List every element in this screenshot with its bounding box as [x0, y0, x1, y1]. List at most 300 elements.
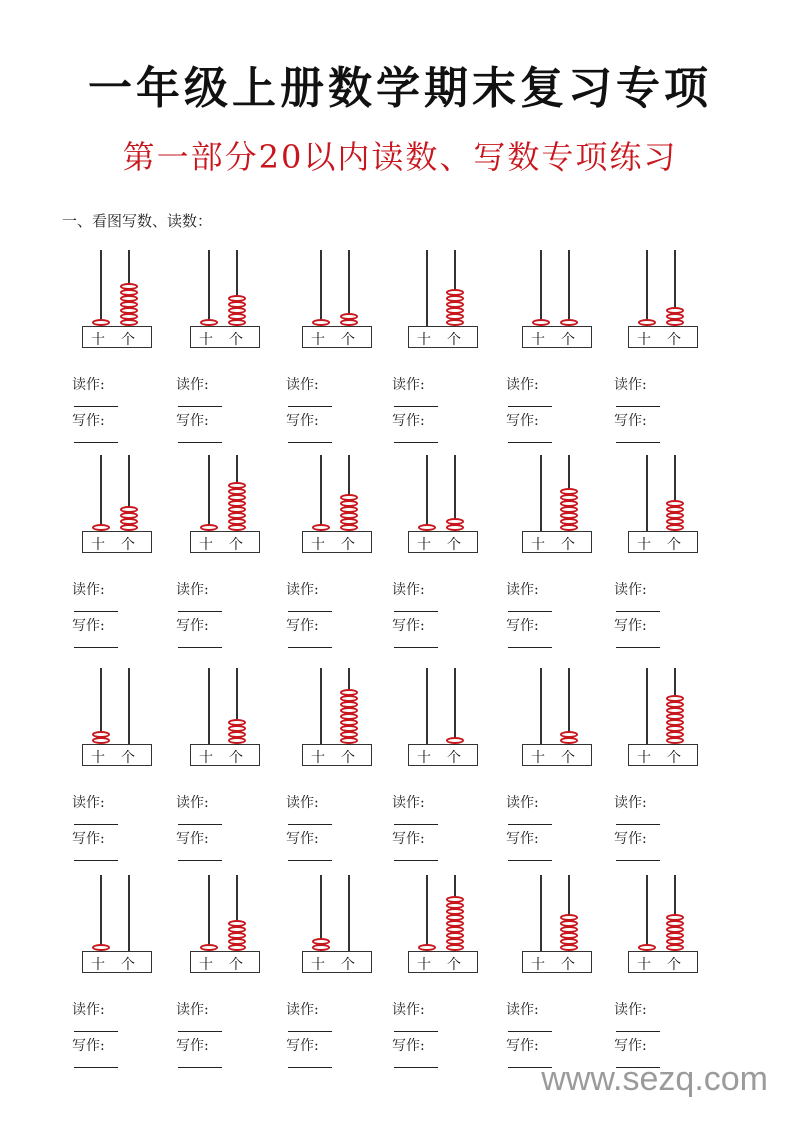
read-input[interactable]	[394, 812, 438, 825]
write-label: 写作:	[392, 618, 425, 634]
tens-rod	[100, 250, 102, 326]
bead-icon	[666, 737, 684, 744]
bead-icon	[340, 731, 358, 738]
bead-icon	[446, 301, 464, 308]
tens-rod	[540, 875, 542, 951]
bead-icon	[228, 488, 246, 495]
tens-rod	[540, 455, 542, 531]
bead-icon	[228, 725, 246, 732]
tens-label: 十	[311, 750, 325, 766]
ones-label: 个	[341, 537, 355, 553]
bead-icon	[92, 524, 110, 531]
read-input[interactable]	[508, 812, 552, 825]
ones-label: 个	[447, 537, 461, 553]
bead-icon	[560, 920, 578, 927]
read-answer	[286, 999, 332, 1036]
read-label: 读作:	[72, 795, 105, 811]
write-input[interactable]	[616, 430, 660, 443]
abacus-frame	[302, 326, 372, 348]
section-heading: 一、看图写数、读数：	[62, 212, 213, 230]
bead-icon	[120, 283, 138, 290]
read-input[interactable]	[616, 394, 660, 407]
read-answer	[286, 579, 332, 616]
write-label: 写作:	[286, 1038, 319, 1054]
write-answer	[506, 410, 552, 447]
read-label: 读作:	[392, 795, 425, 811]
tens-label: 十	[199, 537, 213, 553]
write-label: 写作:	[506, 831, 539, 847]
read-answer	[176, 374, 222, 411]
bead-icon	[560, 319, 578, 326]
read-answer	[506, 374, 552, 411]
read-input[interactable]	[178, 599, 222, 612]
read-answer	[286, 374, 332, 411]
ones-rod	[128, 875, 130, 951]
write-label: 写作:	[72, 1038, 105, 1054]
bead-icon	[446, 313, 464, 320]
bead-icon	[200, 944, 218, 951]
write-answer	[72, 410, 118, 447]
write-input[interactable]	[178, 430, 222, 443]
read-answer	[614, 792, 660, 829]
read-answer	[286, 792, 332, 829]
tens-rod	[426, 875, 428, 951]
write-label: 写作:	[286, 618, 319, 634]
write-answer	[286, 410, 332, 447]
bead-icon	[312, 938, 330, 945]
write-label: 写作:	[72, 413, 105, 429]
read-label: 读作:	[614, 377, 647, 393]
bead-icon	[228, 301, 246, 308]
read-input[interactable]	[74, 812, 118, 825]
watermark: www.sezq.com	[541, 1060, 768, 1098]
read-answer	[72, 792, 118, 829]
bead-icon	[560, 494, 578, 501]
bead-icon	[532, 319, 550, 326]
read-label: 读作:	[392, 1002, 425, 1018]
bead-icon	[666, 701, 684, 708]
bead-icon	[340, 319, 358, 326]
ones-label: 个	[561, 750, 575, 766]
bead-icon	[92, 731, 110, 738]
bead-icon	[228, 932, 246, 939]
bead-icon	[120, 518, 138, 525]
bead-icon	[666, 731, 684, 738]
abacus-frame	[82, 744, 152, 766]
read-answer	[614, 374, 660, 411]
page-title: 一年级上册数学期末复习专项	[88, 63, 712, 114]
bead-icon	[340, 695, 358, 702]
bead-icon	[560, 488, 578, 495]
write-answer	[392, 410, 438, 447]
tens-label: 十	[91, 957, 105, 973]
tens-rod	[208, 875, 210, 951]
write-input[interactable]	[508, 848, 552, 861]
read-input[interactable]	[74, 599, 118, 612]
write-answer	[176, 615, 222, 652]
tens-label: 十	[531, 537, 545, 553]
tens-label: 十	[637, 957, 651, 973]
read-input[interactable]	[288, 1019, 332, 1032]
write-label: 写作:	[614, 1038, 647, 1054]
tens-rod	[540, 250, 542, 326]
write-answer	[506, 615, 552, 652]
write-input[interactable]	[178, 848, 222, 861]
bead-icon	[228, 938, 246, 945]
write-answer	[286, 615, 332, 652]
bead-icon	[446, 908, 464, 915]
tens-label: 十	[531, 957, 545, 973]
read-answer	[176, 792, 222, 829]
tens-label: 十	[417, 750, 431, 766]
bead-icon	[340, 713, 358, 720]
bead-icon	[228, 512, 246, 519]
write-label: 写作:	[506, 413, 539, 429]
tens-label: 十	[91, 750, 105, 766]
bead-icon	[446, 524, 464, 531]
read-answer	[72, 374, 118, 411]
write-answer	[392, 615, 438, 652]
abacus-frame	[82, 326, 152, 348]
bead-icon	[446, 896, 464, 903]
bead-icon	[200, 524, 218, 531]
bead-icon	[340, 500, 358, 507]
write-label: 写作:	[286, 831, 319, 847]
ones-rod	[348, 875, 350, 951]
read-input[interactable]	[288, 394, 332, 407]
read-answer	[392, 374, 438, 411]
read-answer	[72, 579, 118, 616]
tens-label: 十	[417, 537, 431, 553]
write-input[interactable]	[178, 1055, 222, 1068]
ones-label: 个	[561, 537, 575, 553]
read-input[interactable]	[616, 812, 660, 825]
abacus-frame	[408, 744, 478, 766]
read-label: 读作:	[614, 1002, 647, 1018]
bead-icon	[340, 494, 358, 501]
page-subtitle: 第一部分20以内读数、写数专项练习	[122, 138, 678, 176]
bead-icon	[228, 920, 246, 927]
bead-icon	[340, 313, 358, 320]
read-input[interactable]	[288, 599, 332, 612]
write-input[interactable]	[616, 635, 660, 648]
abacus-frame	[190, 744, 260, 766]
bead-icon	[666, 725, 684, 732]
read-input[interactable]	[508, 599, 552, 612]
bead-icon	[560, 512, 578, 519]
ones-label: 个	[667, 332, 681, 348]
tens-rod	[320, 250, 322, 326]
ones-label: 个	[121, 750, 135, 766]
tens-rod	[540, 668, 542, 744]
tens-rod	[426, 668, 428, 744]
write-answer	[506, 828, 552, 865]
bead-icon	[228, 307, 246, 314]
tens-rod	[426, 250, 428, 326]
read-answer	[392, 792, 438, 829]
bead-icon	[446, 518, 464, 525]
abacus-frame	[628, 744, 698, 766]
ones-label: 个	[121, 957, 135, 973]
write-label: 写作:	[392, 413, 425, 429]
write-input[interactable]	[394, 430, 438, 443]
write-answer	[176, 828, 222, 865]
abacus-frame	[190, 531, 260, 553]
read-label: 读作:	[614, 795, 647, 811]
ones-label: 个	[667, 957, 681, 973]
ones-label: 个	[561, 957, 575, 973]
read-answer	[176, 579, 222, 616]
write-input[interactable]	[616, 848, 660, 861]
write-answer	[72, 615, 118, 652]
bead-icon	[340, 518, 358, 525]
tens-label: 十	[311, 332, 325, 348]
write-answer	[614, 828, 660, 865]
bead-icon	[666, 307, 684, 314]
bead-icon	[446, 307, 464, 314]
bead-icon	[228, 319, 246, 326]
read-input[interactable]	[508, 394, 552, 407]
bead-icon	[228, 518, 246, 525]
bead-icon	[228, 500, 246, 507]
bead-icon	[666, 932, 684, 939]
read-input[interactable]	[74, 394, 118, 407]
read-label: 读作:	[392, 377, 425, 393]
write-label: 写作:	[286, 413, 319, 429]
write-input[interactable]	[508, 635, 552, 648]
write-input[interactable]	[74, 635, 118, 648]
bead-icon	[666, 500, 684, 507]
ones-label: 个	[667, 750, 681, 766]
ones-label: 个	[447, 332, 461, 348]
abacus-frame	[302, 951, 372, 973]
write-answer	[614, 615, 660, 652]
read-answer	[506, 579, 552, 616]
read-answer	[392, 999, 438, 1036]
read-input[interactable]	[394, 1019, 438, 1032]
bead-icon	[120, 307, 138, 314]
tens-label: 十	[311, 957, 325, 973]
abacus-frame	[522, 951, 592, 973]
abacus-frame	[408, 951, 478, 973]
read-input[interactable]	[178, 1019, 222, 1032]
write-label: 写作:	[176, 618, 209, 634]
bead-icon	[446, 902, 464, 909]
write-input[interactable]	[394, 635, 438, 648]
bead-icon	[340, 701, 358, 708]
bead-icon	[666, 518, 684, 525]
read-label: 读作:	[176, 1002, 209, 1018]
abacus-frame	[408, 531, 478, 553]
write-answer	[72, 828, 118, 865]
read-label: 读作:	[72, 377, 105, 393]
bead-icon	[446, 920, 464, 927]
ones-label: 个	[229, 957, 243, 973]
abacus-frame	[522, 531, 592, 553]
write-input[interactable]	[394, 848, 438, 861]
tens-label: 十	[637, 750, 651, 766]
bead-icon	[666, 938, 684, 945]
bead-icon	[446, 319, 464, 326]
write-input[interactable]	[394, 1055, 438, 1068]
read-answer	[506, 792, 552, 829]
read-input[interactable]	[616, 599, 660, 612]
write-label: 写作:	[392, 831, 425, 847]
read-input[interactable]	[178, 812, 222, 825]
bead-icon	[666, 713, 684, 720]
ones-label: 个	[447, 750, 461, 766]
read-input[interactable]	[288, 812, 332, 825]
bead-icon	[312, 944, 330, 951]
write-input[interactable]	[288, 1055, 332, 1068]
bead-icon	[228, 944, 246, 951]
write-answer	[392, 828, 438, 865]
read-label: 读作:	[286, 795, 319, 811]
write-label: 写作:	[176, 831, 209, 847]
write-label: 写作:	[506, 618, 539, 634]
write-input[interactable]	[288, 848, 332, 861]
abacus-frame	[302, 531, 372, 553]
write-label: 写作:	[614, 618, 647, 634]
tens-rod	[208, 455, 210, 531]
bead-icon	[446, 944, 464, 951]
write-label: 写作:	[392, 1038, 425, 1054]
write-input[interactable]	[74, 430, 118, 443]
read-input[interactable]	[394, 599, 438, 612]
bead-icon	[120, 301, 138, 308]
read-answer	[614, 999, 660, 1036]
write-input[interactable]	[288, 635, 332, 648]
abacus-frame	[82, 951, 152, 973]
write-answer	[72, 1035, 118, 1072]
write-input[interactable]	[74, 848, 118, 861]
bead-icon	[666, 524, 684, 531]
write-answer	[286, 828, 332, 865]
read-answer	[614, 579, 660, 616]
bead-icon	[446, 932, 464, 939]
ones-label: 个	[121, 537, 135, 553]
read-label: 读作:	[286, 377, 319, 393]
bead-icon	[120, 524, 138, 531]
write-input[interactable]	[288, 430, 332, 443]
tens-rod	[320, 668, 322, 744]
bead-icon	[560, 737, 578, 744]
tens-rod	[320, 455, 322, 531]
ones-label: 个	[229, 332, 243, 348]
bead-icon	[446, 914, 464, 921]
bead-icon	[120, 313, 138, 320]
ones-rod	[568, 250, 570, 326]
ones-label: 个	[229, 537, 243, 553]
write-answer	[614, 410, 660, 447]
bead-icon	[418, 944, 436, 951]
bead-icon	[666, 920, 684, 927]
tens-label: 十	[199, 750, 213, 766]
abacus-frame	[628, 531, 698, 553]
bead-icon	[92, 944, 110, 951]
read-label: 读作:	[176, 377, 209, 393]
write-label: 写作:	[614, 413, 647, 429]
tens-label: 十	[417, 332, 431, 348]
bead-icon	[418, 524, 436, 531]
abacus-frame	[628, 326, 698, 348]
read-input[interactable]	[394, 394, 438, 407]
ones-rod	[128, 668, 130, 744]
read-input[interactable]	[616, 1019, 660, 1032]
ones-label: 个	[341, 332, 355, 348]
read-input[interactable]	[74, 1019, 118, 1032]
abacus-frame	[522, 326, 592, 348]
bead-icon	[446, 926, 464, 933]
ones-label: 个	[341, 750, 355, 766]
read-label: 读作:	[286, 582, 319, 598]
tens-rod	[646, 875, 648, 951]
bead-icon	[312, 524, 330, 531]
ones-label: 个	[121, 332, 135, 348]
write-answer	[286, 1035, 332, 1072]
write-input[interactable]	[508, 430, 552, 443]
write-label: 写作:	[614, 831, 647, 847]
read-label: 读作:	[506, 795, 539, 811]
bead-icon	[120, 319, 138, 326]
ones-label: 个	[561, 332, 575, 348]
read-label: 读作:	[176, 582, 209, 598]
abacus-frame	[628, 951, 698, 973]
tens-label: 十	[637, 537, 651, 553]
bead-icon	[560, 506, 578, 513]
bead-icon	[560, 500, 578, 507]
bead-icon	[560, 944, 578, 951]
bead-icon	[340, 524, 358, 531]
tens-rod	[426, 455, 428, 531]
read-input[interactable]	[178, 394, 222, 407]
read-label: 读作:	[72, 582, 105, 598]
bead-icon	[560, 731, 578, 738]
write-answer	[392, 1035, 438, 1072]
bead-icon	[120, 506, 138, 513]
tens-rod	[208, 668, 210, 744]
bead-icon	[560, 914, 578, 921]
tens-rod	[646, 250, 648, 326]
read-label: 读作:	[506, 377, 539, 393]
read-input[interactable]	[508, 1019, 552, 1032]
bead-icon	[638, 319, 656, 326]
read-label: 读作:	[176, 795, 209, 811]
write-input[interactable]	[178, 635, 222, 648]
bead-icon	[120, 295, 138, 302]
bead-icon	[120, 289, 138, 296]
bead-icon	[340, 725, 358, 732]
tens-label: 十	[531, 332, 545, 348]
write-label: 写作:	[176, 413, 209, 429]
write-input[interactable]	[74, 1055, 118, 1068]
abacus-frame	[190, 326, 260, 348]
ones-label: 个	[341, 957, 355, 973]
ones-label: 个	[229, 750, 243, 766]
bead-icon	[666, 506, 684, 513]
tens-label: 十	[417, 957, 431, 973]
bead-icon	[560, 524, 578, 531]
bead-icon	[666, 319, 684, 326]
write-answer	[176, 410, 222, 447]
bead-icon	[228, 926, 246, 933]
read-answer	[506, 999, 552, 1036]
bead-icon	[228, 295, 246, 302]
tens-label: 十	[531, 750, 545, 766]
bead-icon	[340, 689, 358, 696]
bead-icon	[446, 938, 464, 945]
bead-icon	[120, 512, 138, 519]
